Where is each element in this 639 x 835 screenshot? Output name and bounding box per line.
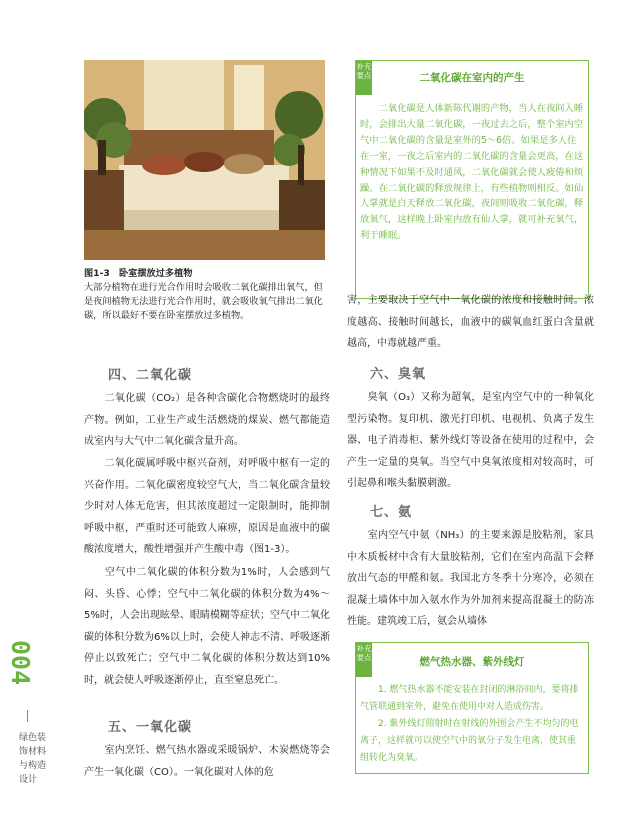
supplement-box-co2 [355, 60, 589, 299]
heading-co: 五、一氧化碳 [108, 720, 193, 735]
supplement-tag: 补充要点 [356, 61, 372, 95]
supplement-box-heater-uv [355, 642, 589, 774]
supplement-item-1: 1. 燃气热水器不能安装在封闭的淋浴间内，要将排气管联通到室外，避免在使用中对人造成伤害。 [360, 685, 579, 712]
figure-label: 图1-3 [84, 268, 110, 279]
figure-caption-text: 大部分植物在进行光合作用时会吸收二氧化碳排出氧气，但是夜间植物无法进行光合作用时，就会吸收氧气排出二氧化碳，所以最好不要在卧室摆放过多植物。 [84, 282, 323, 321]
figure-caption [84, 267, 329, 323]
page-number [6, 638, 34, 698]
heading-o3: 六、臭氧 [370, 367, 427, 382]
supplement-item-2: 2. 紫外线灯照射时在射线的外围会产生不均匀的电离子，这样就可以使空气中的氧分子发生电离，使其重组转化为臭氧。 [360, 719, 579, 763]
heading-nh3: 七、氨 [370, 505, 413, 520]
paragraph-co2-1: 二氧化碳（CO₂）是各种含碳化合物燃烧时的最终产物。例如，工业生产或生活燃烧的煤炭、燃气都能造成室内与大气中二氧化碳含量升高。 [84, 393, 330, 448]
paragraph-co-1: 室内烹饪、燃气热水器或采暖锅炉、木炭燃烧等会产生一氧化碳（CO）。一氧化碳对人体的危 [84, 745, 330, 778]
supplement-title: 燃气热水器、紫外线灯 [419, 656, 525, 668]
paragraph-nh3: 室内空气中氨（NH₃）的主要来源是胶粘剂，家具中木质板材中含有大量胶粘剂，它们在室内高温下会释放出气态的甲醛和氨。我国北方冬季十分寒冷，必须在混凝土墙体中加入氨水作为外加剂来提高混凝土的防冻性能。建筑竣工后，氨会从墙体 [347, 530, 594, 628]
book-title: 绿色装饰材料与构造设计 [19, 733, 47, 785]
page-number-text: 004 [6, 640, 35, 686]
heading-co2: 四、二氧化碳 [108, 368, 193, 383]
supplement-text [360, 682, 584, 767]
supplement-tag: 补充要点 [356, 643, 372, 677]
paragraph-co-continued: 害，主要取决于空气中一氧化碳的浓度和接触时间。浓度越高、接触时间越长，血液中的碳氧血红蛋白含量就越高，中毒就越严重。 [347, 295, 594, 350]
supplement-title: 二氧化碳在室内的产生 [419, 72, 525, 84]
bedroom-photo [84, 60, 325, 260]
supplement-text: 二氧化碳是人体新陈代谢的产物，当人在夜间入睡时，会排出大量二氧化碳，一夜过去之后，整个室内空气中二氧化碳的含量是室外的5～6倍。如果是多人住在一室，一夜之后室内的二氧化碳的含量会更高，在这种情况下如果不及时通风，二氧化碳就会使人疲倦和烦躁。在二氧化碳的释放规律上，有些植物则相反。如仙人掌就是白天释放二氧化碳，夜间则吸收二氧化碳，释放氧气，这样晚上卧室内放有仙人掌，就可补充氧气，利于睡眠。 [360, 103, 584, 242]
paragraph-co2-3: 空气中二氧化碳的体积分数为1%时，人会感到气闷、头昏、心悸；空气中二氧化碳的体积分数为4%～5%时，人会出现眩晕、眼睛模糊等症状；空气中二氧化碳的体积分数为6%以上时，会使人神志不清、呼吸逐渐停止以致死亡；空气中二氧化碳的体积分数达到10%时，就会使人呼吸逐渐停止，直至窒息死亡。 [84, 567, 330, 686]
figure-title: 卧室摆放过多植物 [118, 268, 193, 279]
paragraph-co2-2: 二氧化碳属呼吸中枢兴奋剂，对呼吸中枢有一定的兴奋作用。二氧化碳密度较空气大，当二氧化碳含量较少时对人体无危害，但其浓度超过一定限制时，能抑制呼吸中枢，严重时还可能致人麻痹，原因是血液中的碳酸浓度增大，酸性增强并产生酸中毒（图1-3）。 [84, 458, 330, 556]
sidebar-divider [27, 710, 28, 722]
paragraph-o3: 臭氧（O₃）又称为超氧，是室内空气中的一种氧化型污染物。复印机、激光打印机、电视机、负离子发生器、电子消毒柜、紫外线灯等设备在使用的过程中，会产生一定量的臭氧。当空气中臭氧浓度相对较高时，可引起鼻和喉头黏膜刺激。 [347, 392, 594, 490]
